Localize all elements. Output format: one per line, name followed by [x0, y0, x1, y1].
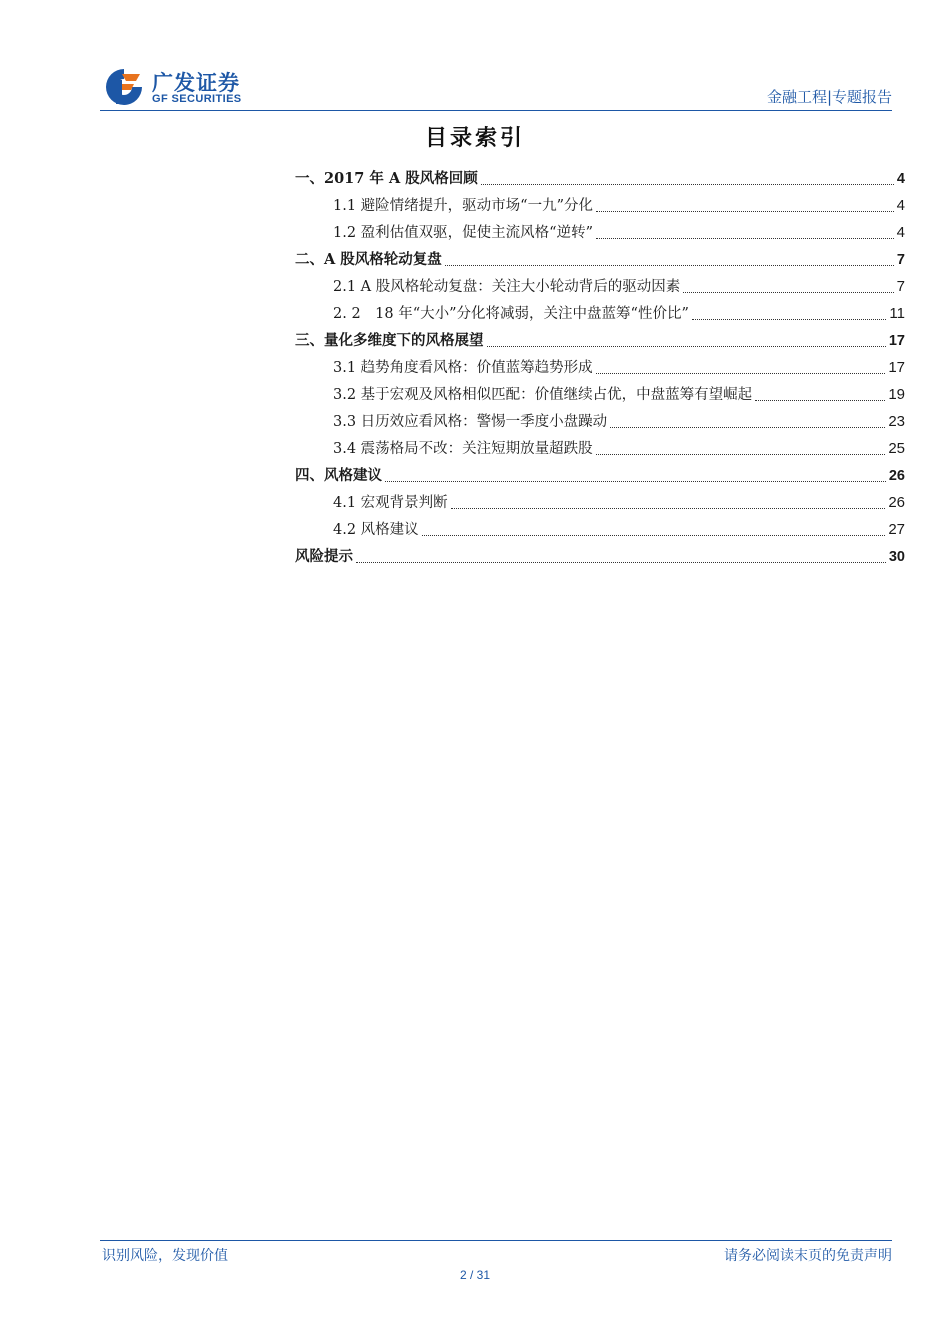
logo-chinese-name: 广发证券	[152, 71, 240, 95]
toc-entry-page: 4	[896, 224, 905, 241]
header-divider	[100, 110, 892, 111]
toc-section-entry[interactable]	[333, 410, 905, 434]
toc-dot-leader	[596, 210, 894, 212]
toc-section-entry[interactable]	[333, 437, 905, 461]
toc-dot-leader	[596, 453, 886, 455]
toc-entry-label: 3.2 基于宏观及风格相似匹配：价值继续占优，中盘蓝筹有望崛起	[333, 387, 753, 403]
toc-entry-page: 11	[889, 305, 905, 322]
toc-section-entry[interactable]	[333, 194, 905, 218]
toc-entry-label: 2. 2 18 年“大小”分化将减弱，关注中盘蓝筹“性价比”	[333, 306, 689, 322]
page-header	[0, 0, 950, 115]
toc-section-entry[interactable]	[333, 383, 905, 407]
toc-dot-leader	[422, 534, 886, 536]
toc-entry-page: 17	[888, 359, 905, 376]
toc-section-entry[interactable]	[333, 221, 905, 245]
toc-title: 目录索引	[424, 126, 525, 151]
toc-entry-label: 4.2 风格建议	[333, 522, 419, 538]
toc-dot-leader	[487, 345, 886, 347]
toc-entry-page: 26	[888, 494, 905, 511]
toc-entry-label: 风险提示	[295, 548, 353, 565]
toc-chapter-entry[interactable]	[295, 464, 905, 488]
toc-entry-page: 23	[888, 413, 905, 430]
toc-entry-page: 30	[888, 549, 905, 565]
toc-dot-leader	[451, 507, 886, 509]
toc-entry-label: 1.1 避险情绪提升，驱动市场“一九”分化	[333, 198, 593, 214]
report-category: 金融工程|专题报告	[766, 88, 892, 106]
gf-logo-icon	[102, 66, 146, 108]
footer-slogan: 识别风险，发现价值	[102, 1248, 228, 1264]
footer-divider	[100, 1240, 892, 1241]
toc-chapter-entry[interactable]	[295, 545, 905, 569]
toc-entry-label: 3.1 趋势角度看风格：价值蓝筹趋势形成	[333, 360, 593, 376]
toc-dot-leader	[692, 318, 887, 320]
toc-entry-label: 4.1 宏观背景判断	[333, 495, 448, 511]
toc-dot-leader	[755, 399, 885, 401]
toc-entry-page: 4	[896, 197, 905, 214]
page-number: 2 / 31	[459, 1268, 491, 1282]
toc-entry-page: 27	[888, 521, 905, 538]
toc-chapter-entry[interactable]	[295, 248, 905, 272]
toc-entry-label: 1.2 盈利估值双驱，促使主流风格“逆转”	[333, 225, 593, 241]
toc-chapter-entry[interactable]	[295, 329, 905, 353]
toc-section-entry[interactable]	[333, 491, 905, 515]
toc-dot-leader	[596, 237, 894, 239]
toc-chapter-entry[interactable]	[295, 167, 905, 191]
toc-entry-page: 25	[888, 440, 905, 457]
toc-entry-page: 26	[888, 468, 905, 484]
toc-dot-leader	[356, 561, 886, 563]
toc-entry-page: 17	[888, 333, 905, 349]
toc-entry-label: 三、量化多维度下的风格展望	[295, 332, 484, 349]
toc-section-entry[interactable]	[333, 356, 905, 380]
toc-entry-label: 3.4 震荡格局不改：关注短期放量超跌股	[333, 441, 593, 457]
toc-entry-page: 7	[896, 252, 905, 268]
toc-entry-page: 19	[888, 386, 905, 403]
footer-disclaimer-note: 请务必阅读末页的免责声明	[724, 1248, 892, 1264]
toc-dot-leader	[481, 183, 894, 185]
company-logo	[102, 66, 292, 108]
toc-entry-label: 二、A 股风格轮动复盘	[295, 251, 442, 268]
toc-dot-leader	[683, 291, 893, 293]
toc-entry-label: 3.3 日历效应看风格：警惕一季度小盘躁动	[333, 414, 608, 430]
toc-dot-leader	[610, 426, 885, 428]
toc-entry-label: 一、2017 年 A 股风格回顾	[295, 170, 478, 187]
toc-entry-label: 四、风格建议	[295, 467, 382, 484]
toc-section-entry[interactable]	[333, 518, 905, 542]
toc-entry-page: 7	[896, 278, 905, 295]
toc-section-entry[interactable]	[333, 302, 905, 326]
toc-dot-leader	[596, 372, 886, 374]
toc-dot-leader	[445, 264, 894, 266]
toc-dot-leader	[385, 480, 886, 482]
toc-entry-page: 4	[896, 171, 905, 187]
toc-section-entry[interactable]	[333, 275, 905, 299]
toc-entry-label: 2.1 A 股风格轮动复盘：关注大小轮动背后的驱动因素	[333, 279, 681, 295]
logo-english-name: GF SECURITIES	[152, 93, 242, 105]
